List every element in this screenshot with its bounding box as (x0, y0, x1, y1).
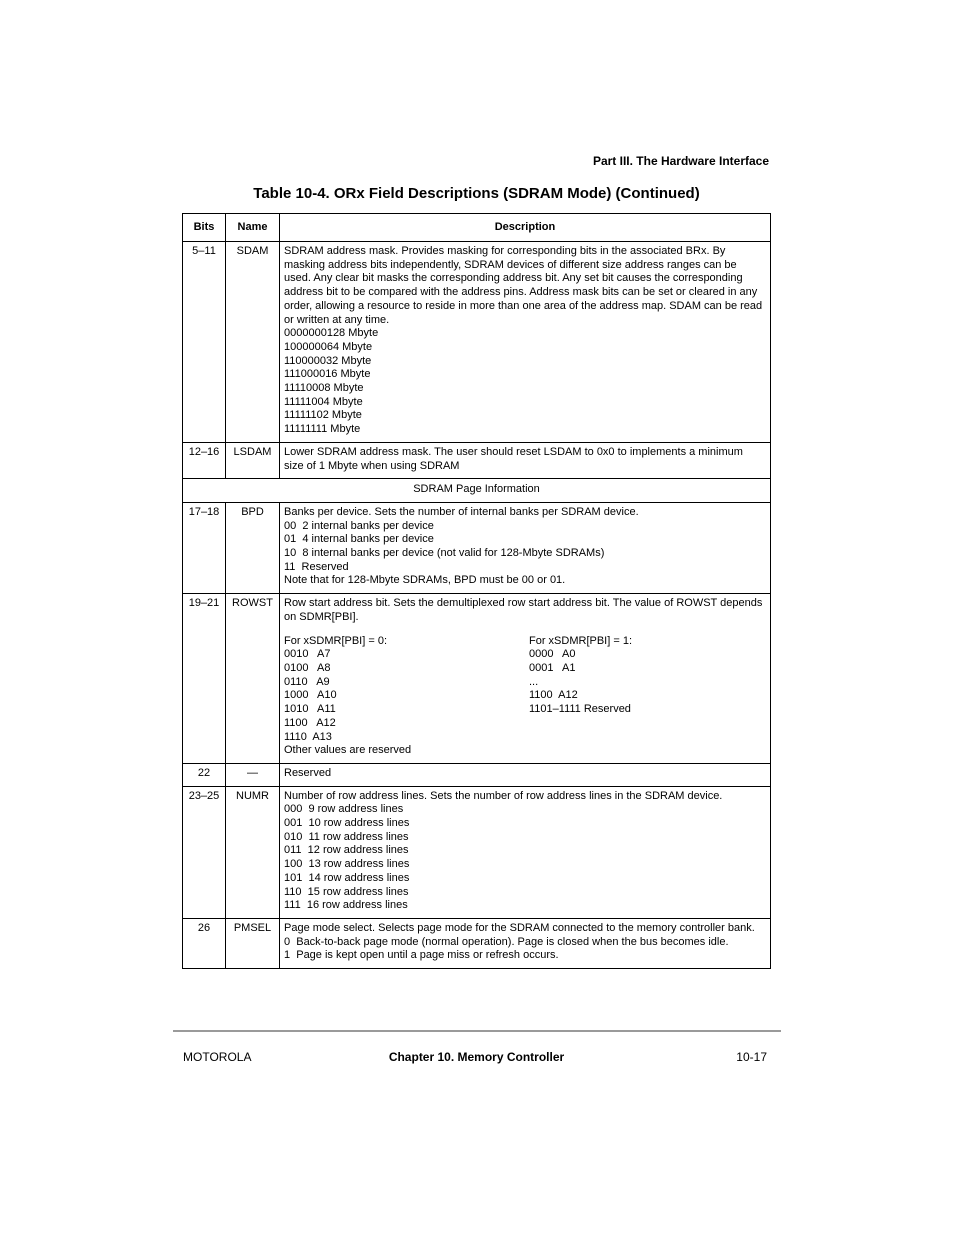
description-line: 111000016 Mbyte (284, 368, 371, 381)
description-cell (280, 918, 771, 968)
description-line: 11110008 Mbyte (284, 382, 364, 395)
table-row (183, 242, 771, 443)
description-line: size of 1 Mbyte when using SDRAM (284, 459, 460, 472)
description-line: Lower SDRAM address mask. The user should reset LSDAM to 0x0 to implements a minimum (284, 445, 743, 458)
description-line: SDRAM address mask. Provides masking for corresponding bits in the associated BRx. By (284, 245, 726, 257)
name-cell: NUMR (226, 786, 280, 918)
column-header-description: Description (280, 214, 771, 242)
name-cell: PMSEL (226, 918, 280, 968)
column-header-name: Name (226, 214, 280, 242)
description-line: 0100 A8 (284, 661, 331, 674)
description-line: Number of row address lines. Sets the number of row address lines in the SDRAM device. (284, 789, 723, 802)
table-row (183, 594, 771, 764)
description-line: Page mode select. Selects page mode for the SDRAM connected to the memory controller bank. (284, 921, 755, 934)
description-line: ... (529, 675, 539, 688)
description-line: 001 10 row address lines (284, 817, 410, 830)
description-line: Banks per device. Sets the number of internal banks per SDRAM device. (284, 505, 639, 518)
values-pbi-1 (529, 635, 766, 758)
field-description-table (182, 213, 771, 969)
description-line: 0000 A0 (529, 648, 576, 661)
description-line: address bit to be compared with the address pins. Address mask bits can be set or cleared in any (284, 286, 758, 299)
description-line: 0000000128 Mbyte (284, 327, 379, 340)
description-line: 1101–1111 Reserved (529, 703, 631, 716)
footer-divider (173, 1030, 781, 1032)
table-row (183, 502, 771, 593)
table-row (183, 786, 771, 918)
description-line: used. Any clear bit masks the corresponding address bit. Any set bit causes the corresponding (284, 272, 743, 285)
spacer (284, 625, 766, 635)
description-line: 110000032 Mbyte (284, 354, 372, 367)
table-body (183, 242, 771, 969)
description-line: 010 11 row address lines (284, 830, 409, 843)
description-line: For xSDMR[PBI] = 0: (284, 634, 387, 647)
description-cell (280, 763, 771, 786)
value-columns (284, 635, 766, 758)
name-cell: ROWST (226, 594, 280, 764)
description-line: 1110 A13 (284, 730, 332, 743)
column-header-bits: Bits (183, 214, 226, 242)
bits-cell: 5–11 (183, 242, 226, 443)
description-line: 0110 A9 (284, 675, 330, 688)
description-line: order, allowing a resource to reside in more than one area of the address map. SDAM can be read (284, 299, 763, 312)
description-line: 00 2 internal banks per device (284, 519, 434, 532)
description-cell (280, 242, 771, 443)
description-line: 0 Back-to-back page mode (normal operation). Page is closed when the bus becomes idle. (284, 935, 729, 948)
description-cell (280, 594, 771, 764)
description-line: on SDMR[PBI]. (284, 610, 359, 623)
name-cell: LSDAM (226, 442, 280, 478)
description-cell (280, 502, 771, 593)
description-line: 11111004 Mbyte (284, 395, 363, 408)
description-line: 1100 A12 (284, 716, 336, 729)
description-line: masking address bits independently, SDRAM devices of different size address ranges can be (284, 258, 737, 271)
bits-cell: 12–16 (183, 442, 226, 478)
name-cell: SDAM (226, 242, 280, 443)
description-line: 1 Page is kept open until a page miss or refresh occurs. (284, 949, 559, 962)
bits-cell: 17–18 (183, 502, 226, 593)
description-line: Reserved (284, 766, 332, 779)
description-line: Other values are reserved (284, 744, 412, 757)
description-line: 011 12 row address lines (284, 844, 409, 857)
description-cell (280, 786, 771, 918)
description-line: 10 8 internal banks per device (not valid for 128-Mbyte SDRAMs) (284, 547, 605, 560)
description-line: 11111111 Mbyte (284, 423, 361, 436)
description-line: Note that for 128-Mbyte SDRAMs, BPD must be 00 or 01. (284, 574, 566, 587)
footer-company: MOTOROLA (183, 1050, 252, 1064)
description-line: Row start address bit. Sets the demultiplexed row start address bit. The value of ROWST depends (284, 597, 763, 610)
section-row (183, 479, 771, 503)
description-line: 01 4 internal banks per device (284, 533, 434, 546)
description-cell (280, 442, 771, 478)
description-line: 0001 A1 (529, 661, 576, 674)
bits-cell: 23–25 (183, 786, 226, 918)
description-line: 101 14 row address lines (284, 871, 410, 884)
description-line: 0010 A7 (284, 648, 331, 661)
description-line: 11111102 Mbyte (284, 409, 362, 422)
description-line: For xSDMR[PBI] = 1: (529, 634, 632, 647)
description-line: 100000064 Mbyte (284, 340, 373, 353)
description-line: 1010 A11 (284, 703, 336, 716)
bits-cell: 19–21 (183, 594, 226, 764)
section-heading: SDRAM Page Information (183, 479, 771, 503)
footer-chapter: Chapter 10. Memory Controller (388, 1050, 565, 1064)
values-pbi-0 (284, 635, 529, 758)
table-title: Table 10-4. ORx Field Descriptions (SDRAM Mode) (Continued) (253, 185, 700, 202)
part-header: Part III. The Hardware Interface (592, 154, 769, 168)
description-line: 000 9 row address lines (284, 803, 404, 816)
table-row (183, 763, 771, 786)
bits-cell: 26 (183, 918, 226, 968)
bits-cell: 22 (183, 763, 226, 786)
description-line: 1000 A10 (284, 689, 337, 702)
table-header-row (183, 214, 771, 242)
table-row (183, 918, 771, 968)
table-row (183, 442, 771, 478)
description-line: 11 Reserved (284, 560, 349, 573)
description-line: 111 16 row address lines (284, 899, 408, 912)
description-line: or written at any time. (284, 313, 390, 326)
footer-page-number: 10-17 (736, 1050, 767, 1064)
description-line: 110 15 row address lines (284, 885, 409, 898)
description-line: 100 13 row address lines (284, 858, 410, 871)
name-cell: BPD (226, 502, 280, 593)
description-line: 1100 A12 (529, 689, 578, 702)
name-cell: — (226, 763, 280, 786)
